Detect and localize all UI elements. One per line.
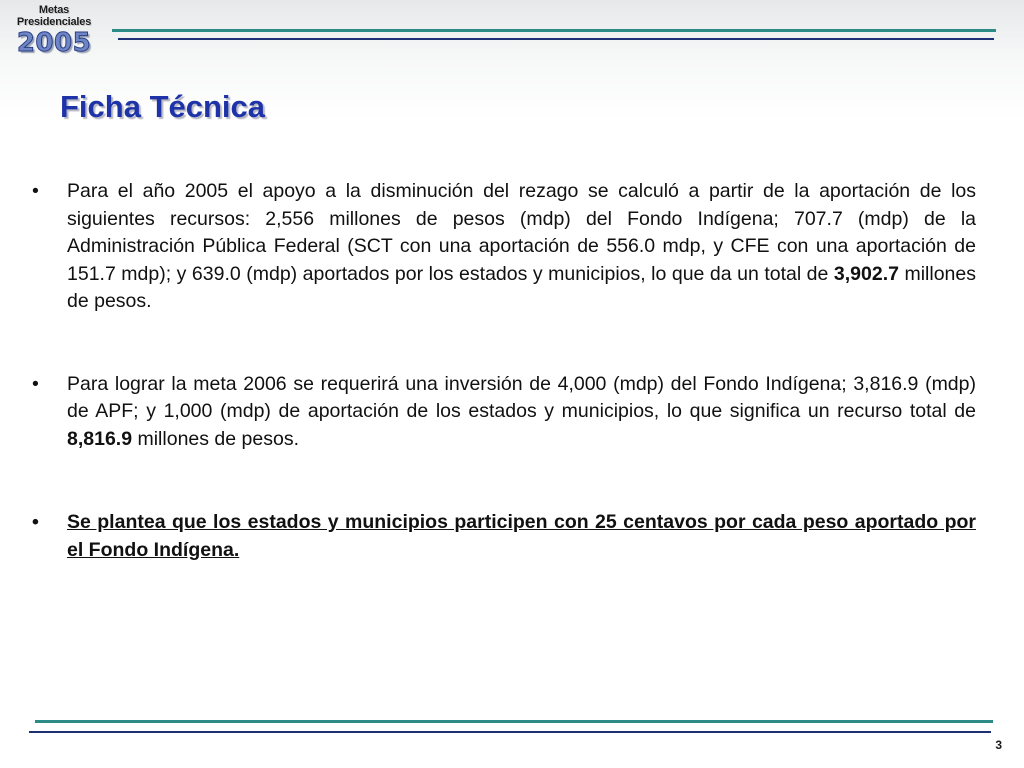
bullet-text: Para el año 2005 el apoyo a la disminución del rezago se calculó a partir de la aportación de los siguientes recursos: 2,556 millones de pesos (mdp) del Fondo Indígena; 707.7 (mdp) de la Administración Pública Federal (SCT con una aportación de 556.0 mdp, y CFE con una aportación de 151.7 mdp); y 639.0 (mdp) aportados por los estados y municipios, lo que da un total de <box>67 180 976 285</box>
bullet-marker: • <box>32 511 39 533</box>
bullet-total-2005: 3,902.7 <box>833 262 899 285</box>
bullet-marker: • <box>32 180 39 202</box>
bullet-item-2005-funding <box>32 178 976 316</box>
footer-rule-teal <box>35 720 993 723</box>
bullet-text-tail: millones de pesos. <box>132 427 299 450</box>
bullet-list <box>32 178 976 564</box>
logo-line-metas: Metas <box>38 4 70 16</box>
bullet-marker: • <box>32 372 39 395</box>
bullet-text-tail: millones de pesos. <box>67 262 976 312</box>
header-rule-navy <box>118 38 994 40</box>
bullet-item-2006-goal <box>32 371 976 454</box>
logo-line-presidenciales: Presidenciales <box>16 16 92 28</box>
bullet-total-2006: 8,816.9 <box>67 427 133 450</box>
logo-year: 2005 <box>16 28 92 58</box>
bullet-item-proposal <box>32 508 976 564</box>
page-number: 3 <box>995 738 1002 752</box>
metas-presidenciales-logo <box>8 4 100 64</box>
header-rule-teal <box>112 29 996 32</box>
slide-title: Ficha Técnica <box>60 89 266 124</box>
bullet-text: Para lograr la meta 2006 se requerirá una inversión de 4,000 (mdp) del Fondo Indígena; 3,816.9 (mdp) de APF; y 1,000 (mdp) de aportación de los estados y municipios, lo que significa un recurso total de <box>67 372 976 422</box>
bullet-text-proposal: Se plantea que los estados y municipios participen con 25 centavos por cada peso aportado por el Fondo Indígena. <box>67 511 976 561</box>
footer-rule-navy <box>29 731 991 733</box>
